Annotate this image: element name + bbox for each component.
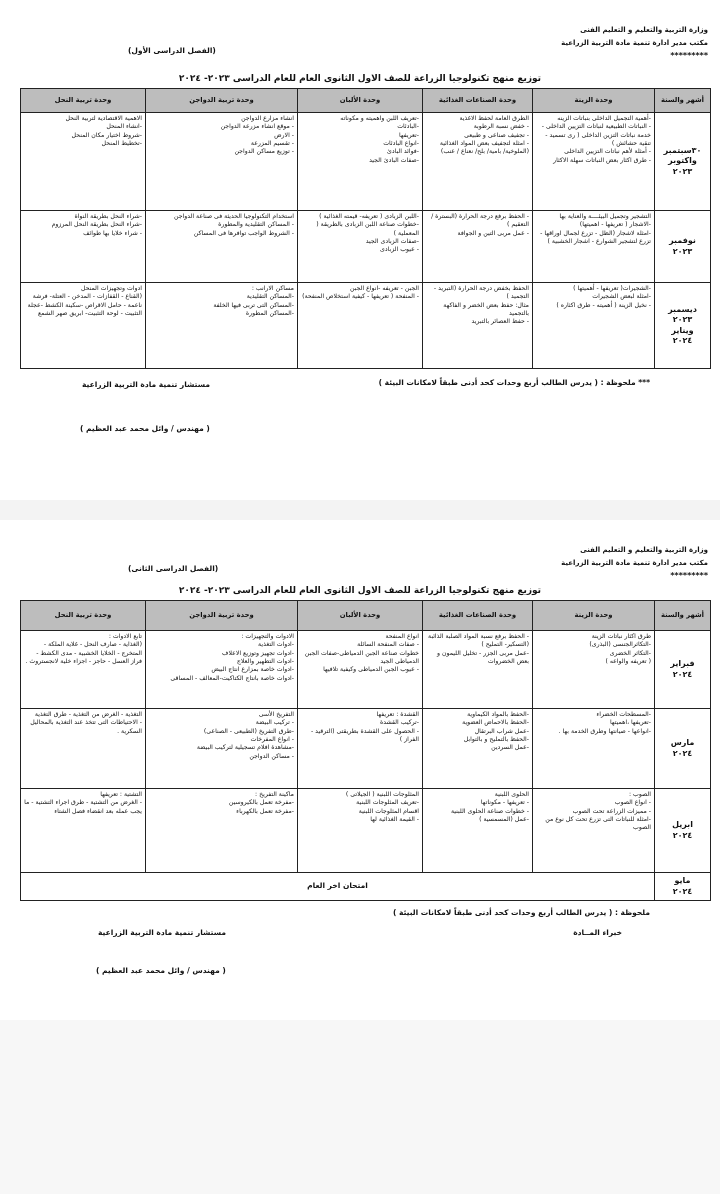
table-row xyxy=(21,789,711,873)
table-row-exam xyxy=(21,873,711,901)
table-cell: -الحفظ بالمواد الكيماوية -الحفظ بالاحماض العضوية -عمل شراب البرتقال -الحفظ بالتمليح و بالتوابل -عمل السردين xyxy=(423,709,533,789)
column-header: وحدة تربية النحل xyxy=(21,89,146,113)
column-header: وحدة الصناعات الغذائية xyxy=(423,601,533,631)
table-cell: طرق اكثار نباتات الزينة -التكاثرالجنسى (البذرى) -التكاثر الخضرى ( تعريفه والواعه ) xyxy=(533,631,655,709)
table-header-row xyxy=(21,89,711,113)
consultant-title: مستشار تنمية مادة التربية الزراعية xyxy=(82,380,211,389)
table-cell: الصوب : - انواع الصوب - مميزات الزراعة تحت الصوب -امثلة للنباتات التى تزرع تحت كل نوع من الصوب xyxy=(533,789,655,873)
table-row xyxy=(21,211,711,283)
table-cell: انشاء مزارع الدواجن - موقع انشاء مزرعة الدواجن - الارض - تقسيم المزرعة - توزيع مساكن الدواجن xyxy=(146,113,298,211)
table-header-row xyxy=(21,601,711,631)
table-cell: - الحفظ برفع نسبة المواد الصلبة الذائبة (التسكير- التمليح ) -عمل مربى الجزر - تخليل الليمون و بعض الخضروات xyxy=(423,631,533,709)
office-name: مكتب مدير ادارة تنمية مادة التربية الزراعية xyxy=(561,38,708,47)
table-cell: التفريخ الأسى - تركيب البيضة -طرق التفريخ (الطبيعى - الصناعى) - انواع المفرخات -مشاهدة افلام تسجيلية لتركيب البيضة - مساكن الدواجن xyxy=(146,709,298,789)
plan-page-second-term xyxy=(0,520,720,1020)
table-cell: استخدام التكنولوجيا الحديثة فى صناعة الدواجن - المساكن التقليدية والمطورة - الشروط الواجب توافرها فى المساكن xyxy=(146,211,298,283)
table-cell: تابع الادوات : (الغذاية - صارف النحل - غلاية الملكة - المتخرج - الخلايا الخشبية - مدى الكشط - فراز العسل - حاجز - اجزاء خلية لانجستروث . xyxy=(21,631,146,709)
table-cell: مساكن الارانب : -المساكن التقليدية -المساكن التى تربى فيها الخلفة -المساكن المطورة xyxy=(146,283,298,369)
table-cell: التغذية - الغرض من التغذية - طرق التغذية - الاحتياطات التى تتخذ عند التغذية بالمحاليل السكرية . xyxy=(21,709,146,789)
column-header: أشهر والسنة xyxy=(655,601,711,631)
table-cell: -المسطحات الخضراء -تعريفها ،اهميتها -انواعها - صيانتها وطرق الخدمة بها . xyxy=(533,709,655,789)
table-row xyxy=(21,709,711,789)
column-header: وحدة تربية النحل xyxy=(21,601,146,631)
month-cell: ديسمبر ٢٠٢٣ ويناير ٢٠٢٤ xyxy=(655,283,711,369)
table-cell: -أهمية التجميل الداخلى بنباتات الزينه - النباتات الطبيعية لنباتات التزيين الداخلى - خدمة نباتات التزين الداخلى ( رى تسميد - تنقية حشائش ) - أمثلة لأهم نباتات التزيين الداخلى - طرق اكثار بعض النباتات سهلة الاكثار xyxy=(533,113,655,211)
table-cell: -شراء النحل بطريقة النواة -شراء النحل بطريقة النحل المرزوم - شراء خلايا بها طوائف xyxy=(21,211,146,283)
final-exam-cell: امتحان اخر العام xyxy=(21,873,655,901)
table-cell: الحلوى اللبنية - تعريفها - مكوناتها - خطوات صناعة الحلوى اللبنية -عمل (المسمسية ) xyxy=(423,789,533,873)
column-header: وحدة تربية الدواجن xyxy=(146,601,298,631)
blank-area xyxy=(0,1020,720,1194)
table-cell: الحفظ بخفض درجة الحرارة (التبريد - التجميد ) مثال: حفظ بعض الخضر و الفاكهة بالتجميد - حفظ العصائر بالتبريد xyxy=(423,283,533,369)
table-cell: -اللبن الزبادى ( تعريفه- قيمته الغذائية ) -خطوات صناعة اللبن الزبادى بالطريقة ( المعملية ) -صفات الزبادى الجيد - عيوب الزبادى xyxy=(298,211,423,283)
column-header: وحدة الصناعات الغذائية xyxy=(423,89,533,113)
ministry-name: وزارة التربية والتعليم و التعليم الفنى xyxy=(580,26,708,34)
table-cell: - الحفظ برفع درجة الحرارة (البسترة / التعقيم ) - عمل مربى التين و الجوافة xyxy=(423,211,533,283)
table-cell: الطرق العامة لحفظ الاغذية - خفض نسبة الرطوبة - تجفيف صناعى و طبيعى - امثلة لتجفيف بعض المواد الغذائية (الملوخية/ بامية/ بلح/ نعناع / عنب) xyxy=(423,113,533,211)
table-cell: الاهمية الاقتصادية لتربية النحل -انشاء المنحل -شروط اختيار مكان المنحل -تخطيط المنحل xyxy=(21,113,146,211)
curriculum-table xyxy=(20,88,711,369)
table-cell: التشجير وتجميل البيئــــة والعناية بها -الاشجار ( تعريفها - اهميتها) -امثلة لاشجار (الظل - تزرع لجمال اوراقها - تزرع لتشجير الشوارع - اشجار الخشبية ) xyxy=(533,211,655,283)
table-cell: -تعريف اللبن واهميته و مكوناته -البادئات -تعريفها -انواع البادئات -فوائد البادئ -صفات البادئ الجيد xyxy=(298,113,423,211)
month-cell: فبراير ٢٠٢٤ xyxy=(655,631,711,709)
column-header: وحدة الزينة xyxy=(533,601,655,631)
curriculum-table xyxy=(20,600,711,901)
column-header: وحدة الألبان xyxy=(298,601,423,631)
table-cell: الادوات والتجهيزات : -ادوات التغذية -ادوات تجهيز وتوزيع الاعلاف -ادوات التطهير والعلاج -ادوات خاصة بمزارع انتاج البيض -ادوات خاصة بانتاج الكتاكيت-المعالف - المساقى xyxy=(146,631,298,709)
ministry-header xyxy=(561,544,708,584)
consultant-title: مستشار تنمية مادة التربية الزراعية xyxy=(98,928,227,937)
plan-page-first-term xyxy=(0,0,720,500)
page-title: توزيع منهج تكنولوجيا الزراعة للصف الاول الثانوى العام للعام الدراسى ٢٠٢٣- ٢٠٢٤ xyxy=(178,586,542,596)
column-header: وحدة الزينة xyxy=(533,89,655,113)
table-row xyxy=(21,113,711,211)
experts-label: خبراء المــادة xyxy=(573,928,622,937)
table-cell: الجبن - تعريفه -انواع الجبن - المنفحة ( تعريفها - كيفية استخلاص المنفحة) xyxy=(298,283,423,369)
month-cell: مارس ٢٠٢٤ xyxy=(655,709,711,789)
table-row xyxy=(21,631,711,709)
table-cell: التشتية : تعريفها - الغرض من التشتية - طرق اجراء التشتية - ما يجب عمله بعد انقضاء فصل الشتاء xyxy=(21,789,146,873)
table-cell: القشدة : تعريفها -تركيب القشدة - الحصول على القشدة بطريقتى (الترقيد - الفراز ) xyxy=(298,709,423,789)
month-cell: مايو ٢٠٢٤ xyxy=(655,873,711,901)
column-header: وحدة تربية الدواجن xyxy=(146,89,298,113)
engineer-name: ( مهندس / وائل محمد عبد العظيم ) xyxy=(96,966,226,975)
page-gap xyxy=(0,500,720,520)
table-cell: ماكينة التفريخ : -مفرخة تعمل بالكيروسين -مفرخة تعمل بالكهرباء xyxy=(146,789,298,873)
ministry-name: وزارة التربية والتعليم و التعليم الفنى xyxy=(580,546,708,554)
table-cell: -الشجيرات( تعريفها - أهميتها ) -امثلة لبعض الشجيرات - نخيل الزينة ( أهميته - طرق اكثاره ) xyxy=(533,283,655,369)
month-cell: نوفمبر ٢٠٢٣ xyxy=(655,211,711,283)
table-cell: انواع المنفحة - صفات المنفحة السائلة خطوات صناعة الجبن الدمياطى-صفات الجبن الدمياطى الجيد - عيوب الجبن الدمياطى وكيفية تلافيها xyxy=(298,631,423,709)
column-header: وحدة الألبان xyxy=(298,89,423,113)
note: *** ملحوظة : ( يدرس الطالب أربع وحدات كحد أدنى طبقاً لامكانات البيئة ) xyxy=(378,378,650,387)
table-cell: ادوات وتجهيزات المنحل (القناع - القفازات - المدخن - العتلة- فرشة ناعمة - حامل الاقراص -سكينة الكشط -عجلة التثبيت - لوحة التثبيت- ابريق صهر الشمع xyxy=(21,283,146,369)
office-name: مكتب مدير ادارة تنمية مادة التربية الزراعية xyxy=(561,558,708,567)
month-cell: ابريل ٢٠٢٤ xyxy=(655,789,711,873)
ministry-header xyxy=(561,24,708,64)
note: ملحوظة : ( يدرس الطالب أربع وحدات كحد أدنى طبقاً لامكانات البيئة ) xyxy=(393,908,650,917)
column-header: أشهر والسنة xyxy=(655,89,711,113)
term-label: (الفصل الدراسى الأول) xyxy=(128,46,216,55)
table-row xyxy=(21,283,711,369)
month-cell: ٣٠سبتمبر واكتوبر ٢٠٢٣ xyxy=(655,113,711,211)
header-stars: ********* xyxy=(670,51,708,61)
table-cell: المثلوجات اللبنية ( الجيلاتى ) -تعريف المثلوجات اللبنية اقسام المثلوجات اللبنية - القيمة الغذائية لها xyxy=(298,789,423,873)
header-stars: ********* xyxy=(670,571,708,581)
page-title: توزيع منهج تكنولوجيا الزراعة للصف الاول الثانوى العام للعام الدراسى ٢٠٢٣- ٢٠٢٤ xyxy=(178,74,542,84)
term-label: (الفصل الدراسى الثانى) xyxy=(128,564,219,573)
engineer-name: ( مهندس / وائل محمد عبد العظيم ) xyxy=(80,424,210,433)
